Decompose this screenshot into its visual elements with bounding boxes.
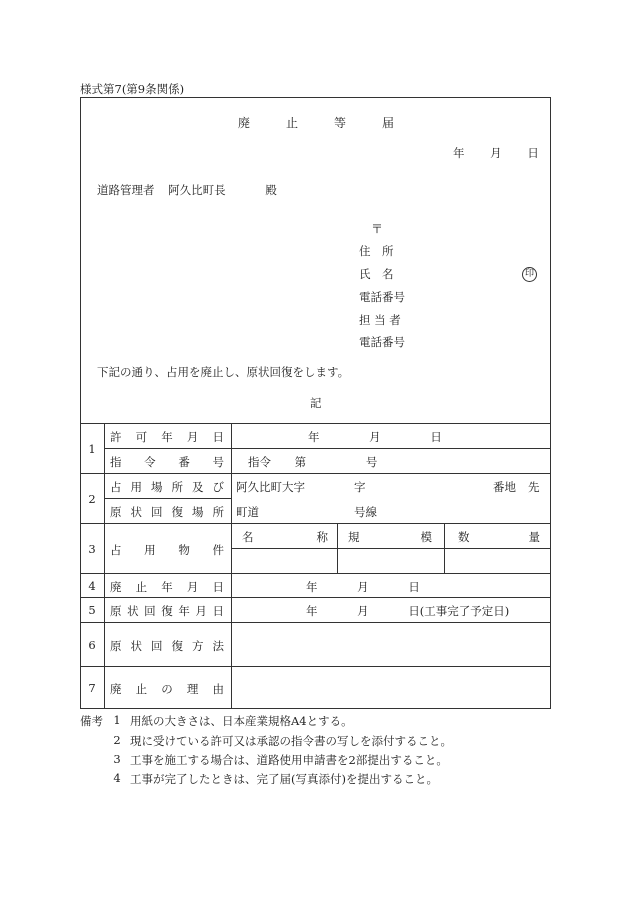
note-text: 工事が完了したときは、完了届(写真添付)を提出すること。	[130, 772, 438, 786]
note-text: 用紙の大きさは、日本産業規格A4とする。	[130, 714, 353, 728]
addressee-honorific: 殿	[265, 183, 277, 197]
row-5-restoration-date-label: 原 状 回 復 年 月 日	[110, 604, 224, 618]
row-4-number: 4	[88, 579, 96, 593]
order-prefix: 指令	[248, 455, 271, 469]
row-2-saki-label: 先	[528, 480, 540, 494]
restoration-day-note: 日(工事完了予定日)	[408, 604, 510, 618]
row-3-property-label: 占 用 物 件	[110, 543, 224, 557]
seal-mark: 印	[522, 265, 537, 282]
permit-month-label: 月	[369, 430, 381, 444]
order-dai: 第	[294, 455, 307, 469]
row-6-restoration-method-label: 原 状 回 復 方 法	[110, 639, 224, 653]
date-day-label: 日	[527, 146, 539, 160]
row-1-permit-date-field	[308, 429, 442, 445]
row-3-number: 3	[88, 542, 96, 556]
phone-label: 電話番号	[359, 290, 405, 304]
note-number: 2	[113, 733, 121, 747]
addressee-role: 道路管理者	[97, 183, 155, 197]
row-2-gosen-label: 号線	[354, 505, 377, 519]
row-4-abolition-date-label: 廃 止 年 月 日	[110, 580, 224, 594]
row-6-number: 6	[88, 638, 96, 652]
row-5-restoration-date-field	[306, 603, 509, 619]
row-3-column-quantity: 数 量	[458, 530, 540, 544]
row-2-number: 2	[88, 492, 96, 506]
row-2-aza-label: 字	[354, 480, 366, 494]
row-3-column-name: 名 称	[242, 530, 328, 544]
submission-date	[453, 145, 539, 161]
row-1-number: 1	[88, 442, 96, 456]
note-text: 工事を施工する場合は、道路使用申請書を2部提出すること。	[130, 753, 448, 767]
row-2-town-label: 阿久比町大字	[236, 480, 305, 494]
row-2-banchi-label: 番地	[493, 480, 516, 494]
date-month-label: 月	[490, 146, 502, 160]
note-number: 1	[113, 713, 121, 727]
permit-year-label: 年	[308, 430, 320, 444]
abolition-year-label: 年	[306, 580, 318, 594]
row-5-number: 5	[88, 603, 96, 617]
row-2-location-label: 占 用 場 所 及 び	[110, 480, 224, 494]
form-title: 廃 止 等 届	[238, 116, 394, 130]
note-number: 3	[113, 752, 121, 766]
abolition-month-label: 月	[357, 580, 369, 594]
row-3-column-size: 規 模	[348, 530, 432, 544]
date-year-label: 年	[453, 146, 465, 160]
notes-heading: 備考	[80, 714, 103, 728]
order-go: 号	[365, 455, 378, 469]
restoration-year-label: 年	[306, 604, 318, 618]
statement-text: 下記の通り、占用を廃止し、原状回復をします。	[97, 365, 350, 379]
addressee	[97, 182, 277, 198]
row-4-abolition-date-field	[306, 579, 420, 595]
row-7-number: 7	[88, 681, 96, 695]
contact-phone-label: 電話番号	[359, 335, 405, 349]
row-7-reason-label: 廃 止 の 理 由	[110, 682, 224, 696]
addressee-name: 阿久比町長	[168, 183, 226, 197]
abolition-day-label: 日	[408, 580, 420, 594]
contact-person-label: 担 当 者	[359, 313, 401, 327]
postal-mark: 〒	[371, 222, 384, 236]
ki-heading: 記	[310, 396, 322, 410]
row-1-permit-date-label: 許 可 年 月 日	[110, 430, 224, 444]
name-label: 氏 名	[359, 267, 394, 281]
note-number: 4	[113, 771, 121, 785]
form-number-label: 様式第7(第9条関係)	[80, 82, 185, 96]
address-label: 住 所	[359, 244, 394, 258]
row-2-chodo-label: 町道	[236, 505, 259, 519]
note-text: 現に受けている許可又は承認の指令書の写しを添付すること。	[130, 734, 452, 748]
row-1-order-number-label: 指 令 番 号	[110, 455, 224, 469]
row-1-order-number-field	[248, 454, 377, 470]
row-2-restoration-place-label: 原 状 回 復 場 所	[110, 505, 224, 519]
restoration-month-label: 月	[357, 604, 369, 618]
permit-day-label: 日	[430, 430, 442, 444]
